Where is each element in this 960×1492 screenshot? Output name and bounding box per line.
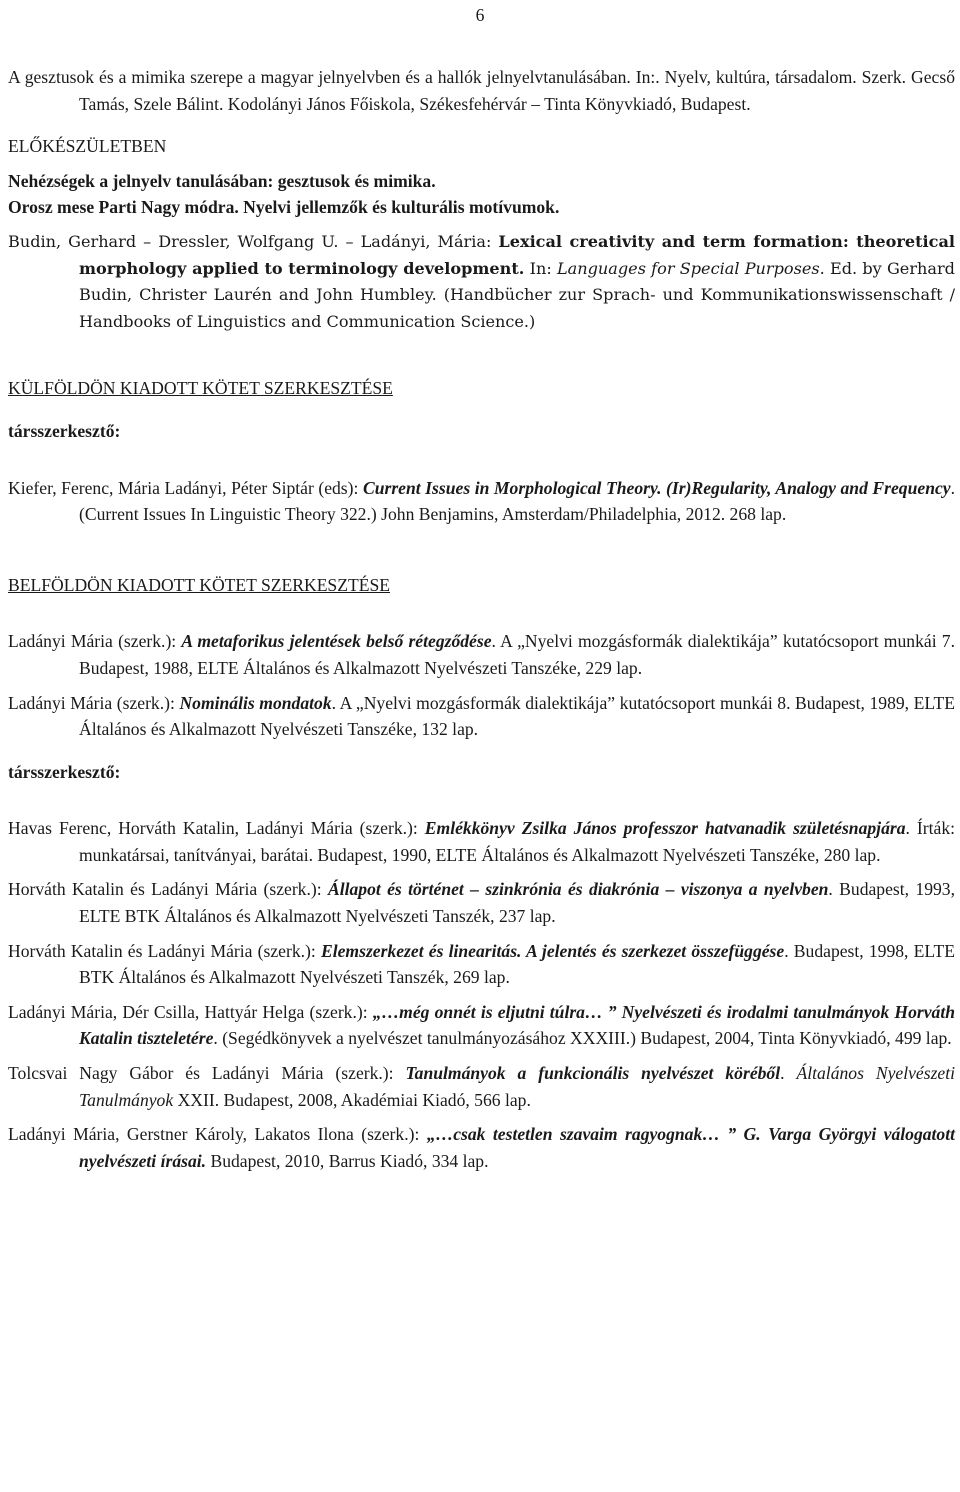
entry-authors: Ladányi Mária, Gerstner Károly, Lakatos Ilona (szerk.): (8, 1124, 427, 1145)
entry-title: Elemszerkezet és linearitás. A jelentés és szerkezet összefüggése (320, 940, 785, 961)
entry-metaforikus (8, 628, 955, 681)
entry-authors: Havas Ferenc, Horváth Katalin, Ladányi Mária (szerk.): (8, 818, 425, 839)
section-heading-domestic-volumes: BELFÖLDÖN KIADOTT KÖTET SZERKESZTÉSE (8, 574, 390, 595)
entry-text: A gesztusok és a mimika szerepe a magyar jelnyelvben és a hallók jelnyelvtanulásában. In:. Nyelv, kultúra, társadalom. Szerk. Gecső Tamás, Szele Bálint. Kodolányi János Főiskola, Székesfehérvár – Tinta Könyvkiadó, Budapest. (8, 67, 955, 114)
entry-authors: Horváth Katalin és Ladányi Mária (szerk.): (8, 879, 328, 900)
entry-in: In: (524, 258, 557, 278)
entry-elemszerkezet (8, 938, 955, 991)
entry-current-issues (8, 475, 955, 528)
publication-list (8, 64, 955, 1174)
entry-authors: Ladányi Mária, Dér Csilla, Hattyár Helga (szerk.): (8, 1001, 373, 1022)
entry-title: Emlékkönyv Zsilka János professzor hatvanadik születésnapjára (424, 818, 906, 839)
entry-funkcionalis (8, 1060, 955, 1113)
entry-title: A metaforikus jelentések belső rétegződése (181, 631, 492, 652)
entry-authors: Horváth Katalin és Ladányi Mária (szerk.): (8, 940, 321, 961)
entry-details: . Budapest, 1993, ELTE BTK Általános és Alkalmazott Nyelvészeti Tanszék, 237 lap. (79, 879, 955, 927)
entry-emlekkonyv (8, 815, 955, 868)
coeditor-label: társszerkesztő: (8, 420, 121, 441)
entry-details: XXII. Budapest, 2008, Akadémiai Kiadó, 566 lap. (173, 1089, 531, 1110)
entry-title: Current Issues in Morphological Theory. (Ir)Regularity, Analogy and Frequency (362, 477, 951, 498)
coeditor-label: társszerkesztő: (8, 761, 121, 782)
entry-authors: Kiefer, Ferenc, Mária Ladányi, Péter Siptár (eds): (8, 477, 363, 498)
entry-title: Nominális mondatok (179, 692, 332, 713)
entry-lexical-creativity (8, 229, 955, 335)
entry-allapot (8, 876, 955, 929)
entry-title: Lexical creativity and term formation: theoretical morphology applied to terminology development. (79, 231, 955, 278)
entry-details: . Írták: munkatársai, tanítványai, barátai. Budapest, 1990, ELTE Általános és Alkalmazott Nyelvészeti Tanszéke, 280 lap. (79, 818, 956, 865)
in-preparation-item: Nehézségek a jelnyelv tanulásában: gesztusok és mimika. (8, 170, 436, 191)
entry-title: „…csak testetlen szavaim ragyognak… ” G. Varga Györgyi válogatott nyelvészeti írásai. (79, 1124, 956, 1171)
entry-authors: Ladányi Mária (szerk.): (8, 631, 182, 652)
entry-title: Állapot és történet – szinkrónia és diakrónia – viszonya a nyelvben (327, 879, 829, 900)
entry-gesture-mimicry (8, 64, 955, 117)
item-subtitle: Nyelvi jellemzők és kulturális motívumok. (238, 197, 560, 218)
item-title: Orosz mese Parti Nagy módra. (8, 197, 239, 218)
entry-nominalis (8, 690, 955, 743)
entry-separator: . (780, 1063, 797, 1084)
entry-book-title: Languages for Special Purposes (556, 258, 820, 278)
entry-meg-onnet (8, 999, 955, 1052)
entry-authors: Tolcsvai Nagy Gábor és Ladányi Mária (szerk.): (8, 1063, 406, 1084)
entry-details: . A „Nyelvi mozgásformák dialektikája” kutatócsoport munkái 7. Budapest, 1988, ELTE Általános és Alkalmazott Nyelvészeti Tanszéke, 229 lap. (79, 631, 955, 678)
page-number: 6 (475, 5, 485, 25)
entry-title: „…még onnét is eljutni túlra… ” Nyelvészeti és irodalmi tanulmányok Horváth Katalin tiszteletére (79, 1001, 955, 1049)
entry-authors: Ladányi Mária (szerk.): (8, 692, 180, 713)
entry-details: Budapest, 2010, Barrus Kiadó, 334 lap. (206, 1150, 489, 1171)
entry-title: Tanulmányok a funkcionális nyelvészet köréből (405, 1063, 781, 1084)
entry-details: . A „Nyelvi mozgásformák dialektikája” kutatócsoport munkái 8. Budapest, 1989, ELTE Általános és Alkalmazott Nyelvészeti Tanszéke, 132 lap. (79, 692, 955, 740)
entry-details: . Ed. by Gerhard Budin, Christer Laurén and John Humbley. (Handbücher zur Sprach- und Kommunikationswissenschaft / Handbooks of Linguistics and Communication Science.) (79, 258, 955, 331)
entry-testetlen (8, 1121, 955, 1174)
entry-series-title: Általános Nyelvészeti Tanulmányok (79, 1063, 956, 1110)
entry-details: . (Segédkönyvek a nyelvészet tanulmányozásához XXXIII.) Budapest, 2004, Tinta Könyvkiadó, 499 lap. (213, 1028, 952, 1049)
in-preparation-item (8, 194, 955, 221)
entry-authors: Budin, Gerhard – Dressler, Wolfgang U. – Ladányi, Mária: (8, 231, 499, 251)
section-heading-foreign-volumes: KÜLFÖLDÖN KIADOTT KÖTET SZERKESZTÉSE (8, 378, 393, 399)
entry-details: . Budapest, 1998, ELTE BTK Általános és Alkalmazott Nyelvészeti Tanszék, 269 lap. (79, 940, 956, 988)
entry-details: . (Current Issues In Linguistic Theory 322.) John Benjamins, Amsterdam/Philadelphia, 2012. 268 lap. (79, 477, 955, 525)
section-heading-in-preparation: ELŐKÉSZÜLETBEN (8, 136, 167, 157)
